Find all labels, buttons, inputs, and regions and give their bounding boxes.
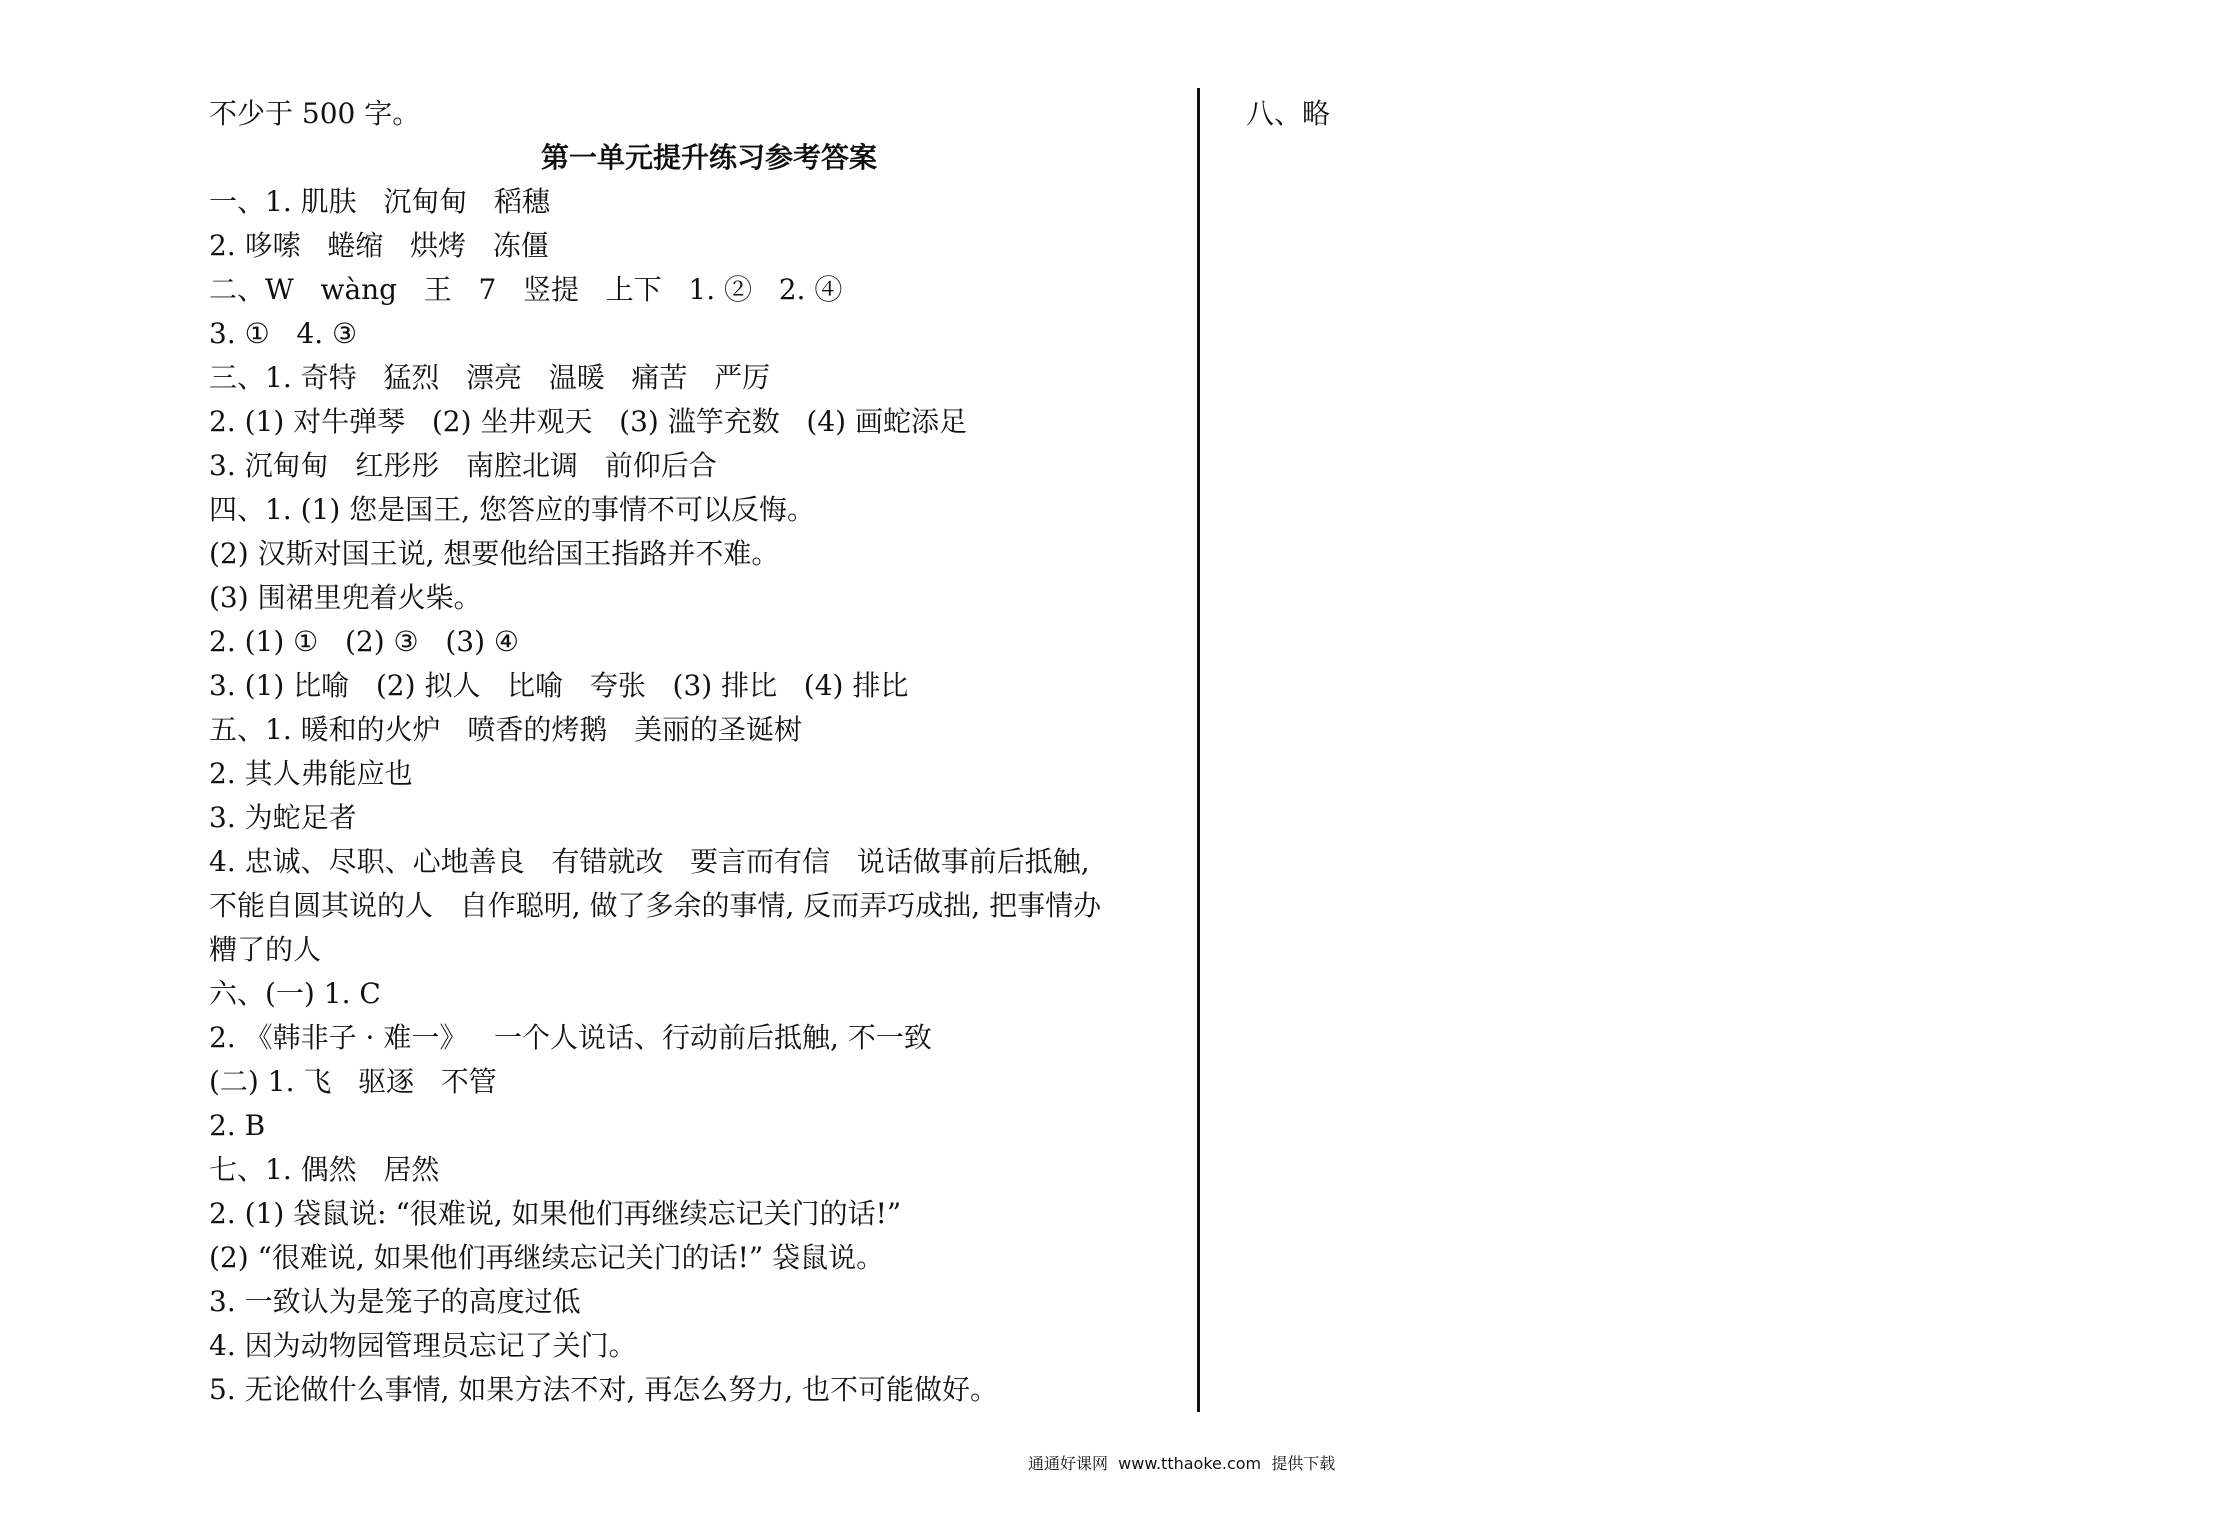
intro-line: 不少于 500 字。 <box>209 97 421 130</box>
section-title: 第一单元提升练习参考答案 <box>540 141 877 174</box>
answer-line: 五、1. 暖和的火炉 喷香的烤鹅 美丽的圣诞树 <box>209 713 803 746</box>
answer-line: 二、W wàng 王 7 竖提 上下 1. ② 2. ④ <box>209 273 843 306</box>
answer-line: 2. 《韩非子 · 难一》 一个人说话、行动前后抵触, 不一致 <box>209 1021 932 1054</box>
answer-line: (二) 1. 飞 驱逐 不管 <box>209 1065 497 1098</box>
answer-line: 2. (1) ① (2) ③ (3) ④ <box>209 625 520 658</box>
answer-line: 七、1. 偶然 居然 <box>209 1153 440 1186</box>
answer-line: 2. (1) 对牛弹琴 (2) 坐井观天 (3) 滥竽充数 (4) 画蛇添足 <box>209 405 967 438</box>
answer-line: 3. 一致认为是笼子的高度过低 <box>209 1285 581 1318</box>
answer-line: 3. 沉甸甸 红彤彤 南腔北调 前仰后合 <box>209 449 717 482</box>
answer-line: 糟了的人 <box>209 933 322 966</box>
answer-line: 2. B <box>209 1109 266 1142</box>
answer-key-right-column <box>1246 92 1330 136</box>
answer-line: 2. 其人弗能应也 <box>209 757 413 790</box>
answer-line: 2. 哆嗦 蜷缩 烘烤 冻僵 <box>209 229 549 262</box>
answer-line: (2) 汉斯对国王说, 想要他给国王指路并不难。 <box>209 537 780 570</box>
answer-line: 3. (1) 比喻 (2) 拟人 比喻 夸张 (3) 排比 (4) 排比 <box>209 669 909 702</box>
answer-line: 4. 忠诚、尽职、心地善良 有错就改 要言而有信 说话做事前后抵触, <box>209 845 1090 878</box>
footer-credit: 通通好课网 www.tthaoke.com 提供下载 <box>1028 1454 1336 1473</box>
answer-line: (2) “很难说, 如果他们再继续忘记关门的话!” 袋鼠说。 <box>209 1241 885 1274</box>
answer-line: 四、1. (1) 您是国王, 您答应的事情不可以反悔。 <box>209 493 815 526</box>
answer-line: 3. ① 4. ③ <box>209 317 358 350</box>
answer-line: 一、1. 肌肤 沉甸甸 稻穗 <box>209 185 551 218</box>
answer-line: 2. (1) 袋鼠说: “很难说, 如果他们再继续忘记关门的话!” <box>209 1197 902 1230</box>
answer-line: 三、1. 奇特 猛烈 漂亮 温暖 痛苦 严厉 <box>209 361 771 394</box>
answer-line: (3) 围裙里兜着火柴。 <box>209 581 482 614</box>
answer-key-left-column <box>209 92 1169 1412</box>
column-divider <box>1197 88 1200 1412</box>
answer-line: 不能自圆其说的人 自作聪明, 做了多余的事情, 反而弄巧成拙, 把事情办 <box>209 889 1102 922</box>
answer-line: 六、(一) 1. C <box>209 977 381 1010</box>
answer-line: 5. 无论做什么事情, 如果方法不对, 再怎么努力, 也不可能做好。 <box>209 1373 999 1406</box>
answer-line: 3. 为蛇足者 <box>209 801 357 834</box>
answer-line: 4. 因为动物园管理员忘记了关门。 <box>209 1329 637 1362</box>
answer-line: 八、略 <box>1246 97 1331 130</box>
